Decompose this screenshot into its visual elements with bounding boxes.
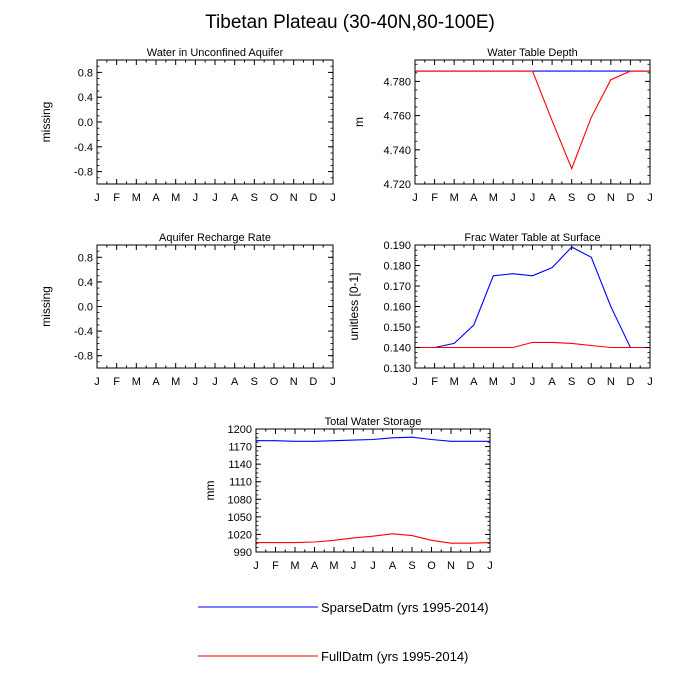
x-tick-label: J (412, 376, 418, 388)
plot-frame (97, 60, 333, 184)
y-axis-label: unitless [0-1] (347, 272, 361, 341)
x-tick-label: A (152, 376, 160, 388)
x-tick-label: D (309, 192, 318, 204)
y-tick-label: 1080 (227, 494, 252, 507)
x-tick-label: M (488, 376, 498, 388)
x-tick-label: D (309, 376, 318, 388)
x-tick-label: J (212, 376, 218, 388)
x-tick-label: J (529, 376, 536, 388)
y-tick-label: 4.780 (383, 76, 411, 89)
x-tick-label: J (330, 192, 336, 204)
plot-frame (256, 429, 490, 552)
x-tick-label: M (329, 560, 339, 572)
x-tick-label: A (548, 376, 556, 388)
panel-title: Aquifer Recharge Rate (159, 232, 271, 244)
x-tick-label: N (289, 376, 298, 388)
x-tick-label: A (470, 376, 478, 388)
panel-tws (203, 416, 493, 572)
x-tick-label: M (488, 192, 498, 204)
x-tick-label: N (289, 192, 298, 204)
x-tick-label: J (647, 192, 653, 204)
y-tick-label: 0.8 (77, 67, 93, 80)
x-tick-label: M (131, 376, 141, 388)
legend-label: SparseDatm (yrs 1995-2014) (321, 600, 489, 615)
x-tick-label: A (470, 192, 478, 204)
x-tick-label: A (230, 376, 239, 388)
main-title: Tibetan Plateau (30-40N,80-100E) (205, 12, 495, 33)
x-tick-label: N (606, 376, 615, 388)
x-tick-label: J (647, 376, 653, 388)
y-tick-label: 4.760 (383, 110, 411, 123)
x-tick-label: F (113, 376, 121, 388)
x-tick-label: M (131, 192, 141, 204)
legend-item (198, 649, 468, 664)
x-tick-label: D (626, 376, 635, 388)
y-axis-label: missing (39, 286, 53, 327)
y-tick-label: 1110 (229, 476, 252, 489)
x-tick-label: S (567, 192, 576, 204)
x-tick-label: S (250, 376, 259, 388)
x-tick-label: J (330, 376, 336, 388)
x-tick-label: S (567, 376, 576, 388)
x-tick-label: N (606, 192, 615, 204)
y-tick-label: 0.4 (77, 92, 93, 105)
y-tick-label: -0.8 (74, 166, 93, 179)
x-tick-label: A (310, 560, 319, 572)
y-tick-label: -0.8 (74, 350, 93, 363)
y-tick-label: 0.180 (383, 260, 411, 273)
x-tick-label: M (171, 376, 181, 388)
y-tick-label: 0.170 (383, 281, 411, 293)
y-tick-label: 1170 (228, 441, 252, 454)
series-line (256, 437, 490, 441)
series-line (415, 342, 650, 347)
y-tick-label: -0.4 (74, 141, 93, 154)
x-tick-label: O (427, 560, 436, 572)
legend-label: FullDatm (yrs 1995-2014) (321, 649, 469, 664)
panel-title: Total Water Storage (324, 416, 422, 428)
panel-fwt (347, 232, 653, 388)
x-tick-label: A (152, 192, 160, 204)
plot-frame (415, 245, 650, 368)
x-tick-label: J (370, 560, 376, 572)
x-tick-label: A (388, 560, 397, 572)
y-tick-label: 1200 (227, 424, 252, 436)
x-tick-label: S (408, 560, 416, 572)
x-tick-label: J (94, 376, 100, 388)
y-axis-label: mm (203, 480, 217, 501)
x-tick-label: O (269, 376, 279, 388)
x-tick-label: M (449, 376, 459, 388)
x-tick-label: O (586, 376, 596, 388)
y-tick-label: 0.4 (77, 276, 93, 289)
y-tick-label: 0.190 (383, 240, 411, 252)
x-tick-label: J (94, 192, 100, 204)
y-tick-label: 0.150 (383, 322, 411, 334)
x-tick-label: J (487, 560, 493, 572)
panel-title: Water in Unconfined Aquifer (146, 47, 284, 59)
x-tick-label: O (269, 192, 279, 204)
y-tick-label: -0.4 (74, 326, 93, 339)
x-tick-label: A (548, 192, 556, 204)
series-line (415, 71, 650, 169)
y-axis-label: m (352, 117, 366, 127)
x-tick-label: M (449, 192, 459, 204)
x-tick-label: N (447, 560, 455, 572)
x-tick-label: J (510, 192, 516, 204)
panel-wtd (352, 47, 653, 204)
x-tick-label: J (412, 192, 418, 204)
x-tick-label: F (431, 376, 438, 388)
panel-recharge (39, 232, 336, 388)
x-tick-label: D (466, 560, 475, 572)
x-tick-label: F (272, 560, 279, 572)
y-tick-label: 0.8 (77, 252, 93, 265)
y-tick-label: 0.140 (383, 342, 411, 355)
y-tick-label: 0.0 (77, 117, 93, 129)
series-line (415, 247, 650, 347)
x-tick-label: O (586, 192, 596, 204)
legend-item (198, 600, 489, 615)
y-tick-label: 4.720 (383, 179, 411, 191)
x-tick-label: S (250, 192, 259, 204)
x-tick-label: J (529, 192, 536, 204)
x-tick-label: J (350, 560, 357, 572)
x-tick-label: M (171, 192, 181, 204)
x-tick-label: F (113, 192, 121, 204)
x-tick-label: J (192, 376, 199, 388)
x-tick-label: J (253, 560, 259, 572)
panel-title: Frac Water Table at Surface (464, 232, 601, 244)
plot-frame (97, 245, 333, 368)
series-line (256, 534, 490, 543)
panel-title: Water Table Depth (487, 47, 578, 59)
x-tick-label: J (510, 376, 516, 388)
x-tick-label: D (626, 192, 635, 204)
x-tick-label: J (212, 192, 218, 204)
y-tick-label: 0.160 (383, 301, 411, 314)
y-tick-label: 1050 (227, 511, 252, 524)
y-tick-label: 0.0 (77, 301, 93, 314)
y-tick-label: 1140 (228, 459, 252, 472)
y-axis-label: missing (39, 101, 53, 143)
x-tick-label: A (230, 192, 239, 204)
panel-unconfined (39, 47, 336, 204)
plot-frame (415, 60, 650, 184)
x-tick-label: M (290, 560, 300, 572)
y-tick-label: 1020 (227, 529, 252, 542)
x-tick-label: J (192, 192, 199, 204)
y-tick-label: 4.740 (383, 144, 411, 157)
y-tick-label: 0.130 (383, 363, 411, 375)
y-tick-label: 990 (233, 547, 252, 559)
x-tick-label: F (431, 192, 438, 204)
